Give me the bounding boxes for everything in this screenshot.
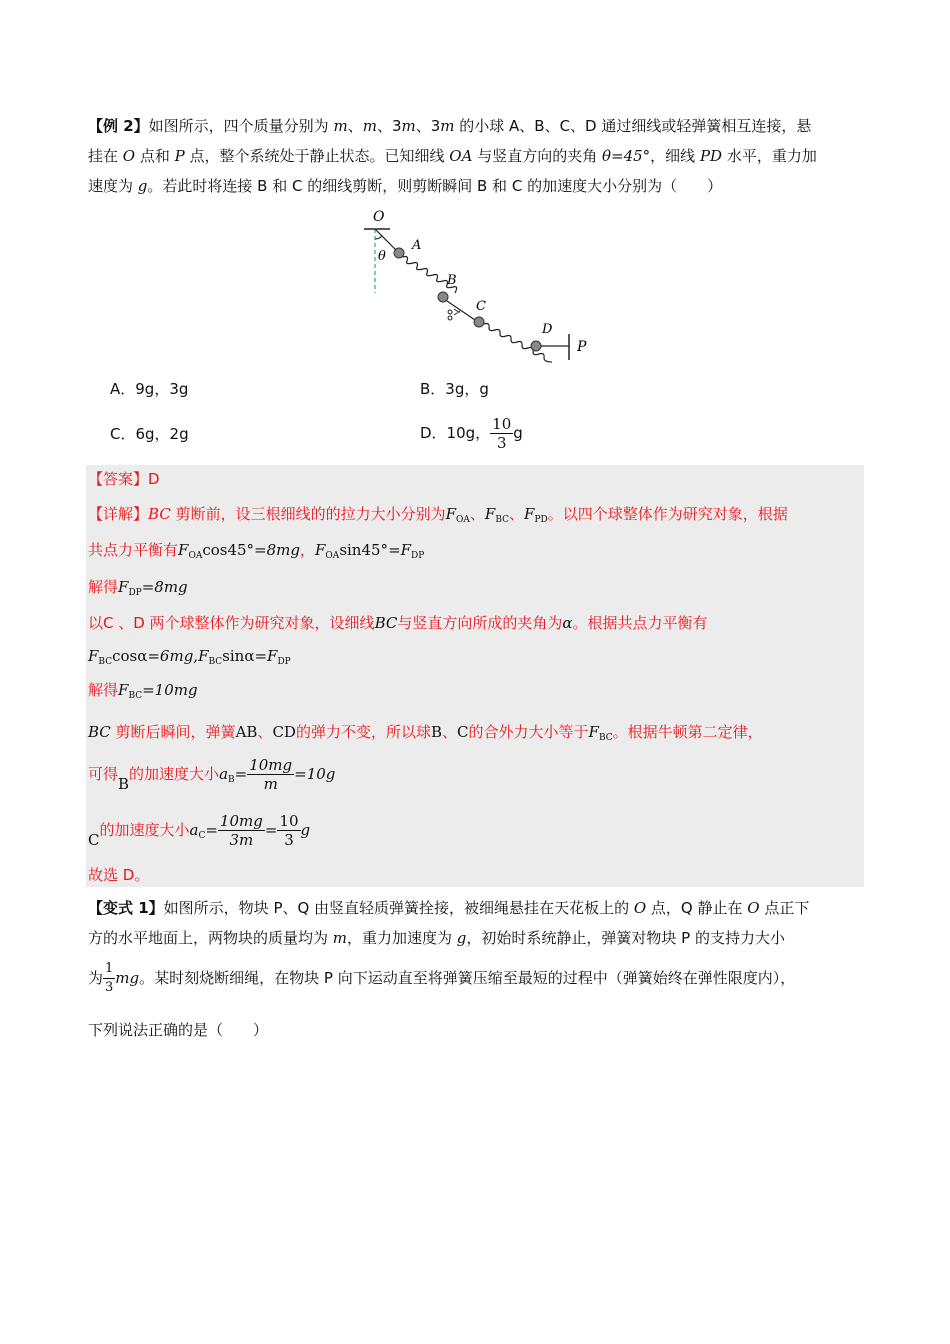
detail-line4	[88, 613, 708, 633]
var-F: F	[524, 505, 535, 523]
sub-BC: BC	[495, 515, 509, 525]
var-O: O	[747, 899, 760, 917]
eq-10g: =10g	[294, 765, 336, 783]
fraction-10-3	[490, 415, 513, 452]
text: 点正下	[759, 899, 810, 917]
sub-OA: OA	[325, 551, 340, 561]
angle-arc	[375, 236, 382, 239]
text: 速度为	[88, 177, 138, 195]
spring-AB-label: AB	[235, 723, 258, 741]
text: 与竖直方向所成的夹角为	[397, 614, 563, 632]
var-PD: PD	[699, 147, 723, 165]
var-g: g	[137, 177, 148, 195]
var-OA: OA	[449, 147, 473, 165]
text: 水平，重力加	[722, 147, 817, 165]
answer-value: D	[148, 470, 160, 488]
var-m: m	[362, 117, 377, 135]
spring-system-figure	[355, 205, 595, 365]
var-m: m	[401, 117, 416, 135]
equals: =	[234, 765, 248, 783]
sub-OA: OA	[456, 515, 470, 525]
text: 、	[509, 505, 525, 523]
text: 与竖直方向的夹角	[472, 147, 602, 165]
fraction-numerator: 10	[492, 415, 512, 433]
detail-line5	[88, 646, 291, 672]
string-OA	[375, 229, 397, 251]
var-O: O	[122, 147, 136, 165]
example2-tag: 【例 2】	[88, 117, 149, 135]
text: 如图所示，四个质量分别为	[148, 117, 334, 135]
eq-F: =F	[254, 647, 278, 665]
sub-B: B	[228, 775, 235, 785]
text: 的弹力不变，所以球	[295, 723, 431, 741]
var-a: a	[219, 765, 229, 783]
sub-DP: DP	[277, 657, 291, 667]
answer-tag: 【答案】	[88, 470, 149, 488]
text: 挂在	[88, 147, 123, 165]
sub-C: C	[198, 831, 206, 841]
cos-alpha: cosα	[112, 647, 148, 665]
variant1-line3	[88, 956, 795, 1000]
eq-8mg: =8mg	[254, 541, 300, 559]
var-F: F	[118, 578, 129, 596]
ball-B-label: B	[430, 723, 442, 741]
detail-line2	[88, 540, 424, 566]
var-m: m	[440, 117, 455, 135]
sin-alpha: sinα	[222, 647, 255, 665]
sub-BC: BC	[598, 733, 613, 743]
text: ，	[299, 541, 315, 559]
option-d	[420, 410, 523, 456]
var-m: m	[333, 117, 348, 135]
text: 的加速度大小	[99, 821, 190, 839]
text: 。以四个球整体作为研究对象，根据	[547, 505, 788, 523]
variant1-tag: 【变式 1】	[88, 899, 164, 917]
eq-8mg: =8mg	[141, 578, 188, 596]
variant1-line2	[88, 928, 785, 948]
text: 为	[88, 969, 104, 987]
text: 。某时刻烧断细绳，在物块 P 向下运动直至将弹簧压缩至最短的过程中（弹簧始终在弹性限度内），	[139, 969, 796, 987]
text: 、3	[376, 117, 402, 135]
label-B: B	[447, 273, 457, 288]
text: 剪断后瞬间，弹簧	[110, 723, 236, 741]
detail-line10: 故选 D。	[88, 866, 150, 884]
detail-line6	[88, 680, 198, 706]
fraction-10-3	[277, 812, 300, 849]
detail-line7	[88, 722, 763, 748]
eq-10mg: =10mg	[142, 681, 198, 699]
text: ，初始时系统静止，弹簧对物块 P 的支持力大小	[466, 929, 785, 947]
detail-tag: 【详解】	[88, 505, 149, 523]
label-O: O	[373, 209, 385, 225]
var-F: F	[118, 681, 129, 699]
spring-CD-label: CD	[272, 723, 296, 741]
fraction-denominator: 3	[496, 434, 507, 452]
option-c: C．6g，2g	[110, 425, 189, 443]
text: 的小球 A、B、C、D 通过细线或轻弹簧相互连接，悬	[454, 117, 812, 135]
var-P: P	[174, 147, 185, 165]
var-alpha: α	[562, 614, 573, 632]
fraction-numerator: 10mg	[249, 756, 293, 774]
var-F: F	[178, 541, 189, 559]
text: 。根据共点力平衡有	[572, 614, 708, 632]
option-d-prefix: D．10g，	[420, 424, 491, 442]
text: 可得	[88, 765, 119, 783]
text: 、	[257, 723, 273, 741]
sub-PD: PD	[534, 515, 548, 525]
text: 以C 、D 两个球整体作为研究对象，设细线	[88, 614, 375, 632]
var-F: F	[88, 647, 99, 665]
var-F: F	[588, 723, 599, 741]
ball-B-label: B	[118, 775, 130, 793]
ball-C	[474, 317, 484, 327]
ball-C-label: C	[457, 723, 469, 741]
text: 、	[442, 723, 458, 741]
var-F: F	[484, 505, 496, 523]
var-BC: BC	[148, 505, 171, 523]
text: 共点力平衡有	[88, 541, 179, 559]
variant1-line1	[88, 898, 809, 918]
text: 如图所示，物块 P、Q 由竖直轻质弹簧拴接，被细绳悬挂在天花板上的	[163, 899, 634, 917]
sub-BC: BC	[98, 657, 113, 667]
text: 的加速度大小	[129, 765, 220, 783]
text: ，重力加速度为	[347, 929, 457, 947]
label-P: P	[577, 339, 587, 355]
eq-F: =F	[388, 541, 412, 559]
var-BC: BC	[374, 614, 398, 632]
label-A: A	[412, 238, 422, 253]
fraction-denominator: 3	[284, 831, 294, 849]
variant1-line4: 下列说法正确的是（ ）	[88, 1021, 269, 1039]
ball-D	[531, 341, 541, 351]
label-D: D	[542, 322, 553, 337]
label-C: C	[476, 299, 486, 314]
detail-line3	[88, 577, 188, 603]
sub-OA: OA	[188, 551, 203, 561]
var-g: g	[456, 929, 467, 947]
text: 点，整个系统处于静止状态。已知细线	[184, 147, 450, 165]
scissors-icon	[448, 309, 460, 320]
text: 、	[469, 505, 485, 523]
text: 方的水平地面上，两物块的质量均为	[88, 929, 333, 947]
example2-line3	[88, 176, 722, 196]
var-theta: θ=45°	[601, 147, 651, 165]
var-F: F	[198, 647, 209, 665]
var-mg: mg	[115, 969, 140, 987]
fraction-10mg-m	[247, 756, 294, 793]
text: 、	[347, 117, 363, 135]
var-O: O	[633, 899, 647, 917]
sub-BC: BC	[208, 657, 223, 667]
var-g: g	[300, 821, 311, 839]
text: 解得	[88, 681, 119, 699]
option-a: A．9g，3g	[110, 380, 189, 398]
option-b: B．3g，g	[420, 380, 489, 398]
text: 。根据牛顿第二定律，	[612, 723, 763, 741]
text: 点，Q 静止在	[646, 899, 748, 917]
answer-line	[88, 469, 160, 489]
var-F: F	[445, 505, 456, 523]
ball-B	[438, 292, 448, 302]
var-m: m	[332, 929, 348, 947]
fraction-numerator: 10mg	[219, 812, 263, 830]
var-a: a	[189, 821, 199, 839]
eq-6mg: =6mg,	[147, 647, 199, 665]
ball-C-label: C	[88, 831, 100, 849]
text: 。若此时将连接 B 和 C 的细线剪断，则剪断瞬间 B 和 C 的加速度大小分别为（ ）	[147, 177, 723, 195]
fraction-10mg-3m	[218, 812, 265, 849]
sub-DP: DP	[411, 551, 425, 561]
var-F: F	[315, 541, 326, 559]
detail-line9	[88, 808, 310, 862]
detail-line1	[88, 504, 788, 530]
sub-DP: DP	[128, 588, 142, 598]
label-theta: θ	[378, 249, 386, 264]
sin45: sin45°	[339, 541, 389, 559]
fraction-numerator: 10	[279, 812, 299, 830]
example2-line2	[88, 146, 817, 166]
text: 剪断前，设三根细线的的拉力大小分别为	[170, 505, 446, 523]
text: ，细线	[650, 147, 700, 165]
fraction-1-3	[103, 960, 115, 997]
fraction-denominator: 3m	[229, 831, 254, 849]
detail-line8	[88, 752, 335, 806]
equals: =	[205, 821, 218, 839]
fraction-denominator: m	[263, 775, 278, 793]
cos45: cos45°	[202, 541, 255, 559]
text: 解得	[88, 578, 119, 596]
text: 的合外力大小等于	[468, 723, 589, 741]
var-BC: BC	[88, 723, 111, 741]
text: 、3	[415, 117, 441, 135]
text: 点和	[135, 147, 175, 165]
sub-BC: BC	[128, 691, 143, 701]
ball-A	[394, 248, 404, 258]
equals: =	[264, 821, 278, 839]
fraction-denominator: 3	[105, 980, 114, 995]
fraction-numerator: 1	[103, 960, 115, 979]
example2-line1	[88, 116, 811, 136]
option-d-suffix: g	[513, 424, 523, 442]
